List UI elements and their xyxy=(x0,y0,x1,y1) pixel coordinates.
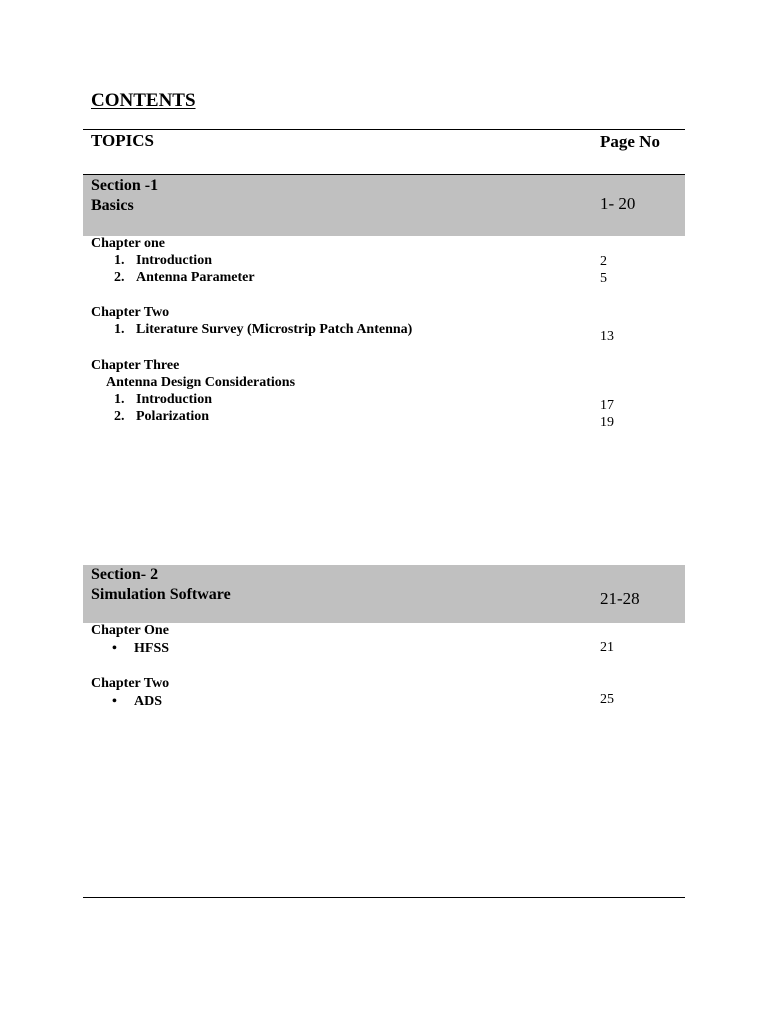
s1-chapter-three-subtitle: Antenna Design Considerations xyxy=(106,375,296,390)
entry-number: 2. xyxy=(114,270,125,285)
section1-band xyxy=(83,175,685,236)
section2-number: Section- 2 xyxy=(91,566,159,583)
s2-chapter-one-title: Chapter One xyxy=(91,623,169,638)
topics-header: TOPICS xyxy=(91,131,154,150)
entry-number: 1. xyxy=(114,253,125,268)
entry-page: 13 xyxy=(600,329,614,344)
entry-page: 2 xyxy=(600,254,607,269)
header-top-rule xyxy=(83,129,685,130)
s2-chapter-two-title: Chapter Two xyxy=(91,676,170,691)
page-title: CONTENTS xyxy=(91,90,196,111)
entry-page: 17 xyxy=(600,398,614,413)
toc-entry xyxy=(114,253,212,269)
section2-page-range: 21-28 xyxy=(600,589,640,608)
bullet-icon: • xyxy=(112,694,117,709)
section1-number: Section -1 xyxy=(91,177,159,194)
entry-number: 1. xyxy=(114,322,125,337)
entry-label: ADS xyxy=(134,694,163,709)
bottom-rule xyxy=(83,897,685,898)
entry-label: Introduction xyxy=(136,253,212,268)
toc-entry xyxy=(114,322,412,338)
entry-page: 25 xyxy=(600,692,614,707)
entry-page: 21 xyxy=(600,640,614,655)
toc-entry xyxy=(112,694,162,710)
page-no-header: Page No xyxy=(600,132,660,151)
toc-entry xyxy=(114,270,255,286)
entry-label: Literature Survey (Microstrip Patch Antenna) xyxy=(136,322,413,337)
section2-title: Simulation Software xyxy=(91,586,231,603)
toc-entry xyxy=(114,392,212,408)
entry-label: HFSS xyxy=(134,641,170,656)
toc-entry xyxy=(114,409,209,425)
entry-number: 1. xyxy=(114,392,125,407)
entry-page: 19 xyxy=(600,415,614,430)
toc-entry xyxy=(112,641,169,657)
entry-page: 5 xyxy=(600,271,607,286)
entry-label: Polarization xyxy=(136,409,210,424)
s1-chapter-one-title: Chapter one xyxy=(91,236,166,251)
s1-chapter-two-title: Chapter Two xyxy=(91,305,170,320)
entry-label: Introduction xyxy=(136,392,212,407)
section1-title: Basics xyxy=(91,197,134,214)
bullet-icon: • xyxy=(112,641,117,656)
entry-label: Antenna Parameter xyxy=(136,270,255,285)
section1-page-range: 1- 20 xyxy=(600,194,636,213)
s1-chapter-three-title: Chapter Three xyxy=(91,358,180,373)
entry-number: 2. xyxy=(114,409,125,424)
